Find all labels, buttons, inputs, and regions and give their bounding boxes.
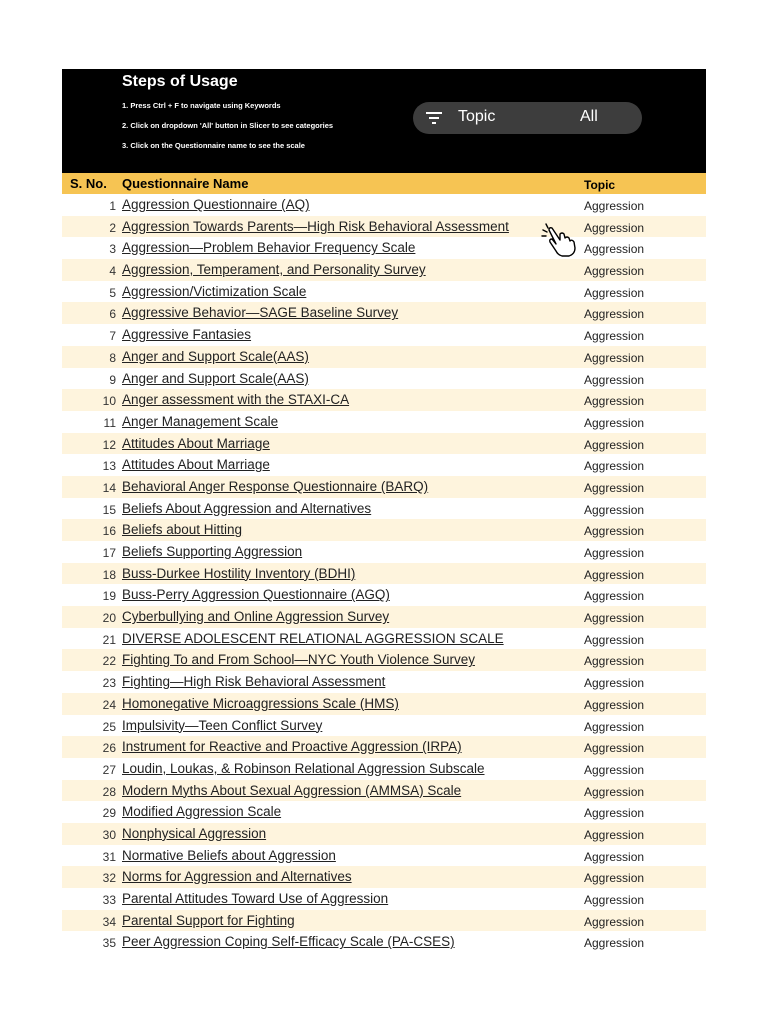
hand-pointer-icon xyxy=(540,222,578,258)
row-topic: Aggression xyxy=(584,242,645,257)
table-row xyxy=(62,259,706,281)
row-topic: Aggression xyxy=(584,329,645,344)
row-topic: Aggression xyxy=(584,676,645,691)
table-row xyxy=(62,498,706,520)
row-topic: Aggression xyxy=(584,893,645,907)
row-number: 35 xyxy=(102,936,116,951)
row-topic: Aggression xyxy=(584,546,645,560)
row-topic: Aggression xyxy=(584,437,645,452)
row-topic: Aggression xyxy=(584,762,645,777)
row-topic: Aggression xyxy=(584,632,645,647)
row-number: 21 xyxy=(102,632,116,647)
questionnaire-link[interactable]: Buss-Perry Aggression Questionnaire (AGQ) xyxy=(122,587,390,603)
table-row xyxy=(62,346,706,368)
questionnaire-link[interactable]: Peer Aggression Coping Self-Efficacy Scale (PA-CSES) xyxy=(122,934,455,950)
row-number: 23 xyxy=(102,676,116,691)
table-header xyxy=(62,173,706,194)
table-row xyxy=(62,584,706,606)
row-number: 7 xyxy=(109,329,116,344)
row-topic: Aggression xyxy=(584,849,645,864)
row-number: 5 xyxy=(109,285,116,300)
table-row xyxy=(62,736,706,758)
questionnaire-link[interactable]: Anger assessment with the STAXI-CA xyxy=(122,392,350,408)
table-row xyxy=(62,324,706,346)
row-number: 33 xyxy=(102,893,116,907)
questionnaire-link[interactable]: Beliefs Supporting Aggression xyxy=(122,544,303,559)
usage-step-3: 3. Click on the Questionnaire name to see the scale xyxy=(122,141,305,150)
row-topic: Aggression xyxy=(584,502,645,517)
table-row xyxy=(62,563,706,585)
row-number: 4 xyxy=(109,264,116,279)
row-topic: Aggression xyxy=(584,784,645,799)
row-number: 30 xyxy=(102,827,116,842)
row-number: 9 xyxy=(109,372,116,387)
row-number: 28 xyxy=(102,784,116,799)
questionnaire-link[interactable]: Buss-Durkee Hostility Inventory (BDHI) xyxy=(122,565,356,581)
row-number: 25 xyxy=(102,719,116,734)
row-number: 19 xyxy=(102,589,116,604)
row-number: 6 xyxy=(109,307,116,322)
questionnaire-sheet xyxy=(62,69,706,953)
questionnaire-link[interactable]: Aggression Towards Parents—High Risk Behavioral Assessment xyxy=(122,218,509,234)
row-topic: Aggression xyxy=(584,285,645,300)
header-sno: S. No. xyxy=(70,176,107,191)
row-number: 20 xyxy=(102,611,116,626)
questionnaire-link[interactable]: Modern Myths About Sexual Aggression (AMMSA) Scale xyxy=(122,782,462,798)
questionnaire-link[interactable]: Modified Aggression Scale xyxy=(122,804,282,820)
questionnaire-link[interactable]: Anger Management Scale xyxy=(122,413,279,429)
questionnaire-link[interactable]: Parental Support for Fighting xyxy=(122,912,295,928)
row-number: 1 xyxy=(109,199,116,213)
questionnaire-link[interactable]: Aggression, Temperament, and Personality Survey xyxy=(122,262,426,278)
questionnaire-link[interactable]: Impulsivity—Teen Conflict Survey xyxy=(122,717,323,733)
row-number: 15 xyxy=(102,502,116,517)
table-row xyxy=(62,715,706,737)
table-row xyxy=(62,801,706,823)
table-row xyxy=(62,780,706,802)
row-number: 29 xyxy=(102,806,116,821)
slicer-label: Topic xyxy=(458,108,496,125)
table-row xyxy=(62,628,706,650)
header-topic: Topic xyxy=(584,178,616,192)
questionnaire-link[interactable]: Anger and Support Scale(AAS) xyxy=(122,348,309,364)
table-row xyxy=(62,649,706,671)
questionnaire-link[interactable]: Norms for Aggression and Alternatives xyxy=(122,869,352,885)
questionnaire-link[interactable]: Aggression/Victimization Scale xyxy=(122,283,307,299)
row-topic: Aggression xyxy=(584,394,645,409)
questionnaire-link[interactable]: Normative Beliefs about Aggression xyxy=(122,847,336,863)
questionnaire-link[interactable]: Parental Attitudes Toward Use of Aggression xyxy=(122,891,389,906)
questionnaire-link[interactable]: Anger and Support Scale(AAS) xyxy=(122,370,309,386)
row-topic: Aggression xyxy=(584,459,645,474)
questionnaire-link[interactable]: Nonphysical Aggression xyxy=(122,825,267,841)
questionnaire-link[interactable]: Cyberbullying and Online Aggression Survey xyxy=(122,609,390,625)
banner-title: Steps of Usage xyxy=(122,73,238,90)
questionnaire-link[interactable]: Loudin, Loukas, & Robinson Relational Aggression Subscale xyxy=(122,760,485,776)
row-number: 24 xyxy=(102,697,116,712)
table-row xyxy=(62,758,706,780)
usage-step-1: 1. Press Ctrl + F to navigate using Keywords xyxy=(122,101,281,110)
row-number: 27 xyxy=(102,762,116,777)
row-number: 10 xyxy=(102,394,116,409)
row-topic: Aggression xyxy=(584,264,645,279)
row-topic: Aggression xyxy=(584,199,645,213)
table-row xyxy=(62,823,706,845)
filter-icon xyxy=(426,111,442,125)
row-topic: Aggression xyxy=(584,372,645,387)
row-number: 12 xyxy=(102,437,116,452)
questionnaire-link[interactable]: Instrument for Reactive and Proactive Aggression (IRPA) xyxy=(122,739,462,755)
questionnaire-link[interactable]: Aggressive Behavior—SAGE Baseline Survey xyxy=(122,305,399,321)
row-topic: Aggression xyxy=(584,350,645,365)
table-row xyxy=(62,389,706,411)
table-row xyxy=(62,281,706,303)
questionnaire-link[interactable]: Behavioral Anger Response Questionnaire (BARQ) xyxy=(122,478,429,494)
table-row xyxy=(62,866,706,888)
table-row xyxy=(62,931,706,953)
usage-step-2: 2. Click on dropdown 'All' button in Slicer to see categories xyxy=(122,121,334,130)
table-row xyxy=(62,606,706,628)
table-row xyxy=(62,671,706,693)
row-number: 32 xyxy=(102,871,116,886)
row-topic: Aggression xyxy=(584,936,645,951)
row-topic: Aggression xyxy=(584,415,645,430)
row-number: 14 xyxy=(102,480,116,495)
table-row xyxy=(62,910,706,932)
table-row xyxy=(62,302,706,324)
table-row xyxy=(62,454,706,476)
table-body xyxy=(62,194,706,953)
row-number: 34 xyxy=(102,914,116,929)
row-topic: Aggression xyxy=(584,524,645,539)
questionnaire-link[interactable]: Fighting To and From School—NYC Youth Violence Survey xyxy=(122,652,475,668)
row-topic: Aggression xyxy=(584,697,645,712)
row-topic: Aggression xyxy=(584,654,645,669)
table-row xyxy=(62,476,706,498)
usage-banner xyxy=(62,69,706,173)
table-row xyxy=(62,237,706,259)
row-number: 8 xyxy=(109,350,116,365)
row-number: 2 xyxy=(109,220,116,235)
questionnaire-link[interactable]: Beliefs about Hitting xyxy=(122,522,243,538)
row-topic: Aggression xyxy=(584,307,645,322)
row-number: 26 xyxy=(102,741,116,756)
row-number: 31 xyxy=(102,849,116,864)
row-topic: Aggression xyxy=(584,567,645,582)
topic-slicer-button[interactable] xyxy=(413,102,642,134)
table-row xyxy=(62,411,706,433)
questionnaire-link[interactable]: Homonegative Microaggressions Scale (HMS) xyxy=(122,695,399,711)
row-topic: Aggression xyxy=(584,611,645,626)
table-row xyxy=(62,693,706,715)
row-number: 22 xyxy=(102,654,116,669)
row-number: 16 xyxy=(102,524,116,539)
questionnaire-link[interactable]: Attitudes About Marriage xyxy=(122,457,270,473)
row-topic: Aggression xyxy=(584,589,645,604)
row-topic: Aggression xyxy=(584,871,645,886)
questionnaire-link[interactable]: Aggressive Fantasies xyxy=(122,327,252,343)
row-topic: Aggression xyxy=(584,220,645,235)
table-row xyxy=(62,194,706,216)
slicer-value: All xyxy=(580,108,598,125)
questionnaire-link[interactable]: Fighting—High Risk Behavioral Assessment xyxy=(122,674,386,690)
table-row xyxy=(62,216,706,238)
questionnaire-link[interactable]: Attitudes About Marriage xyxy=(122,435,270,451)
row-topic: Aggression xyxy=(584,480,645,495)
header-name: Questionnaire Name xyxy=(122,176,249,191)
table-row xyxy=(62,433,706,455)
table-row xyxy=(62,888,706,910)
questionnaire-link[interactable]: Aggression—Problem Behavior Frequency Scale xyxy=(122,240,416,256)
row-topic: Aggression xyxy=(584,719,645,734)
row-number: 17 xyxy=(102,546,116,560)
table-row xyxy=(62,845,706,867)
row-topic: Aggression xyxy=(584,741,645,756)
questionnaire-link[interactable]: DIVERSE ADOLESCENT RELATIONAL AGGRESSION SCALE xyxy=(122,630,504,646)
table-row xyxy=(62,541,706,563)
row-topic: Aggression xyxy=(584,806,645,821)
table-row xyxy=(62,519,706,541)
row-topic: Aggression xyxy=(584,914,645,929)
row-number: 18 xyxy=(102,567,116,582)
row-number: 11 xyxy=(103,415,116,430)
questionnaire-link[interactable]: Aggression Questionnaire (AQ) xyxy=(122,197,310,212)
questionnaire-link[interactable]: Beliefs About Aggression and Alternatives xyxy=(122,500,372,516)
row-topic: Aggression xyxy=(584,827,645,842)
row-number: 13 xyxy=(102,459,116,474)
row-number: 3 xyxy=(109,242,116,257)
table-row xyxy=(62,368,706,390)
